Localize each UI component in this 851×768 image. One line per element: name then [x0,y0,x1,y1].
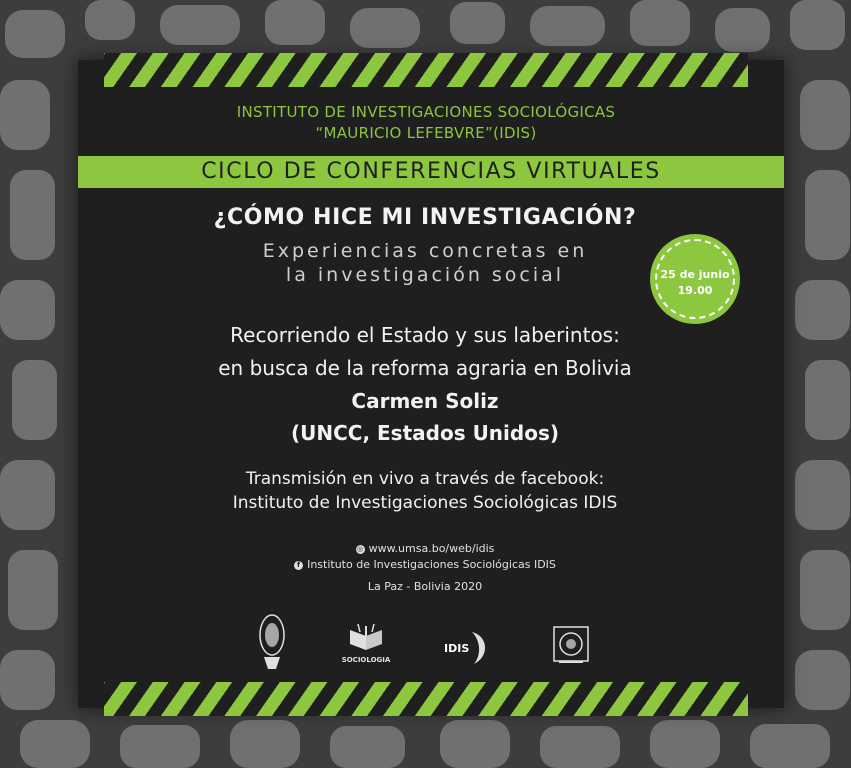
cycle-banner [78,156,784,188]
location-year: La Paz - Bolivia 2020 [367,580,483,593]
event-date: 25 de junio [660,268,730,281]
talk-title-line2: en busca de la reforma agraria en Bolivia [218,356,632,380]
speaker-affiliation: (UNCC, Estados Unidos) [290,421,560,445]
idis-logo-text: IDIS [444,642,470,655]
event-subtitle-line1: Experiencias concretas en [262,240,588,262]
facebook-line [100,558,750,571]
idis-logo [442,630,492,666]
website-link[interactable]: www.umsa.bo/web/idis [368,542,495,555]
globe-icon: ◎ [357,544,364,553]
hazard-stripe-top [104,53,748,87]
sociologia-logo-text: SOCIOLOGIA [341,656,391,664]
cycle-title: CICLO DE CONFERENCIAS VIRTUALES [201,159,661,184]
institute-name-line2: “MAURICIO LEFEBVRE”(IDIS) [315,124,537,142]
broadcast-line1: Transmisión en vivo a través de facebook: [245,469,605,489]
book-icon [346,624,386,652]
sociologia-logo [340,624,392,666]
facebook-link[interactable]: Instituto de Investigaciones Sociológicas IDIS [307,558,556,571]
event-time: 19.00 [677,284,713,297]
website-line [100,542,750,555]
speaker-name: Carmen Soliz [351,389,499,413]
umsa-seal-logo [258,613,286,671]
hazard-stripe-bottom [104,682,748,716]
date-badge [650,234,740,324]
facebook-icon: f [294,561,303,570]
event-subtitle-line2: la investigación social [285,264,565,286]
institute-name-line1: INSTITUTO DE INVESTIGACIONES SOCIOLÓGICAS [236,103,616,121]
event-question-title: ¿CÓMO HICE MI INVESTIGACIÓN? [213,205,637,230]
talk-title-line1: Recorriendo el Estado y sus laberintos: [230,323,620,347]
faculty-emblem-logo [553,626,589,664]
broadcast-line2: Instituto de Investigaciones Sociológicas IDIS [232,493,618,513]
